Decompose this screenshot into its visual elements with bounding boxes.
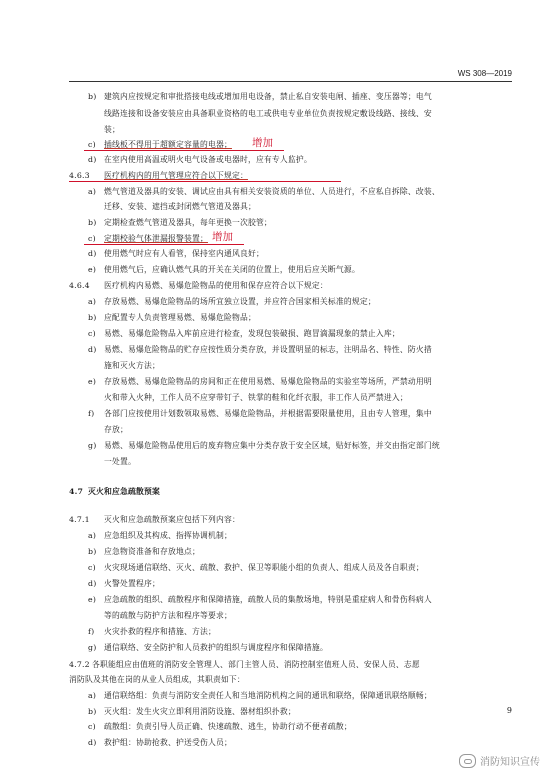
list-marker: b) bbox=[88, 218, 97, 227]
annotation-underline bbox=[84, 150, 284, 151]
list-marker: c) bbox=[88, 140, 96, 149]
list-text: 存放易燃、易爆危险物品的房间和正在使用易燃、易爆危险物品的实验室等场所，严禁动用明 bbox=[104, 377, 432, 386]
list-text: 易燃、易爆危险物品使用后的废弃物应集中分类存放于安全区域，贴好标签，并交由指定部门统 bbox=[104, 441, 440, 450]
list-text: 燃气管道及器具的安装、调试应由具有相关安装资质的单位、人员进行，不应私自拆除、改装、 bbox=[104, 187, 440, 196]
list-text: 在室内使用高温或明火电气设备或电器时，应有专人监护。 bbox=[104, 155, 312, 164]
list-marker: a) bbox=[88, 531, 97, 540]
list-text: 定期校验气体泄漏报警装置； bbox=[104, 234, 208, 243]
clause-text: 医疗机构内易燃、易爆危险物品的使用和保存应符合以下规定： bbox=[104, 281, 328, 290]
section-title: 灭火和应急疏散预案 bbox=[88, 487, 160, 496]
list-text: 应急物资准备和存放地点； bbox=[104, 547, 200, 556]
clause-text: 医疗机构内的用气管理应符合以下规定： bbox=[104, 171, 248, 180]
list-text: 线路连接和设备安装应由具备职业资格的电工或供电专业单位负责按规定敷设线路、接线、安 bbox=[104, 109, 432, 118]
list-marker: e) bbox=[88, 377, 97, 386]
list-text: 建筑内应按规定和审批搭接电线或增加用电设备，禁止私自安装电闸、插座、变压器等；电气 bbox=[104, 92, 432, 101]
list-marker: d) bbox=[88, 155, 97, 164]
list-marker: c) bbox=[88, 329, 96, 338]
list-text: 存放； bbox=[104, 425, 128, 434]
document-code: WS 308—2019 bbox=[457, 69, 512, 78]
list-text: 等的疏散与防护方法和程序等要求； bbox=[104, 611, 232, 620]
list-marker: g) bbox=[88, 643, 97, 652]
list-text: 易燃、易爆危险物品入库前应进行检查，发现包装破损、跑冒滴漏现象的禁止入库； bbox=[104, 329, 400, 338]
list-text: 火灾扑救的程序和措施、方法； bbox=[104, 627, 216, 636]
list-marker: f) bbox=[88, 627, 95, 636]
list-text: 存放易燃、易爆危险物品的场所宜独立设置，并应符合国家相关标准的规定； bbox=[104, 297, 376, 306]
list-marker: c) bbox=[88, 722, 96, 731]
list-text: 通信联络组：负责与消防安全责任人和当地消防机构之间的通讯和联络，保障通讯联络顺畅； bbox=[104, 691, 432, 700]
clause-number: 4.7.1 bbox=[69, 515, 90, 524]
clause-text: 各职能组应由值班的消防安全管理人、部门主管人员、消防控制室值班人员、安保人员、志愿 bbox=[92, 660, 420, 669]
list-text: 通信联络、安全防护和人员救护的组织与调度程序和保障措施。 bbox=[104, 643, 328, 652]
list-marker: e) bbox=[88, 595, 97, 604]
list-text: 装； bbox=[104, 125, 120, 134]
list-text: 各部门应按使用计划数领取易燃、易爆危险物品，并根据需要限量使用，且由专人管理，集中 bbox=[104, 409, 432, 418]
added-annotation: 增加 bbox=[212, 231, 233, 243]
clause-text: 灭火和应急疏散预案应包括下列内容： bbox=[104, 515, 240, 524]
annotation-underline bbox=[69, 181, 341, 182]
watermark bbox=[459, 753, 540, 768]
list-marker: e) bbox=[88, 265, 97, 274]
list-marker: b) bbox=[88, 707, 97, 716]
header-rule bbox=[69, 81, 512, 82]
list-marker: a) bbox=[88, 187, 97, 196]
clause-number: 4.7.2 bbox=[69, 660, 90, 669]
list-text: 施和灭火方法； bbox=[104, 361, 160, 370]
list-marker: d) bbox=[88, 345, 97, 354]
list-text: 应急组织及其构成、指挥协调机制； bbox=[104, 531, 232, 540]
clause-number: 4.6.3 bbox=[69, 171, 90, 180]
list-text: 疏散组：负责引导人员正确、快速疏散、逃生，协助行动不便者疏散； bbox=[104, 722, 352, 731]
annotation-underline bbox=[84, 244, 244, 245]
list-marker: b) bbox=[88, 313, 97, 322]
list-marker: a) bbox=[88, 691, 97, 700]
wechat-icon bbox=[459, 754, 476, 768]
page-number: 9 bbox=[506, 706, 512, 715]
clause-text: 消防队及其他在岗的从业人员组成，其职责如下： bbox=[69, 675, 245, 684]
list-text: 灭火组：发生火灾立即利用消防设施、器材组织扑救； bbox=[104, 707, 296, 716]
list-marker: f) bbox=[88, 409, 95, 418]
list-marker: d) bbox=[88, 249, 97, 258]
list-text: 救护组：协助抢救、护送受伤人员； bbox=[104, 738, 232, 747]
list-text: 插线板不得用于超额定容量的电器； bbox=[104, 140, 232, 149]
clause-number: 4.6.4 bbox=[69, 281, 90, 290]
list-text: 一处置。 bbox=[104, 457, 136, 466]
list-text: 火灾现场通信联络、灭火、疏散、救护、保卫等职能小组的负责人、组成人员及各自职责； bbox=[104, 563, 424, 572]
watermark-text: 消防知识宣传 bbox=[480, 757, 540, 768]
section-number: 4.7 bbox=[69, 487, 84, 496]
list-text: 迁移、安装、遮挡或封闭燃气管道及器具； bbox=[104, 202, 256, 211]
list-text: 应配置专人负责管理易燃、易爆危险物品； bbox=[104, 313, 256, 322]
added-annotation: 增加 bbox=[252, 137, 273, 149]
list-text: 使用燃气后，应确认燃气具的开关在关闭的位置上，使用后应关断气源。 bbox=[104, 265, 360, 274]
list-marker: d) bbox=[88, 738, 97, 747]
list-text: 火警处置程序； bbox=[104, 579, 160, 588]
list-text: 易燃、易爆危险物品的贮存应按性质分类存放，并设置明显的标志，注明品名、特性、防火措 bbox=[104, 345, 432, 354]
list-marker: g) bbox=[88, 441, 97, 450]
list-marker: b) bbox=[88, 92, 97, 101]
list-marker: a) bbox=[88, 297, 97, 306]
list-text: 火和带入火种，工作人员不应穿带钉子、铁掌的鞋和化纤衣服，非工作人员严禁进入； bbox=[104, 393, 408, 402]
list-marker: d) bbox=[88, 579, 97, 588]
list-text: 定期检查燃气管道及器具，每年更换一次胶管； bbox=[104, 218, 272, 227]
list-marker: c) bbox=[88, 563, 96, 572]
list-marker: c) bbox=[88, 234, 96, 243]
list-text: 应急疏散的组织、疏散程序和保障措施，疏散人员的集散场地，特别是重症病人和骨伤科病人 bbox=[104, 595, 432, 604]
list-marker: b) bbox=[88, 547, 97, 556]
list-text: 使用燃气时应有人看管，保持室内通风良好； bbox=[104, 249, 264, 258]
